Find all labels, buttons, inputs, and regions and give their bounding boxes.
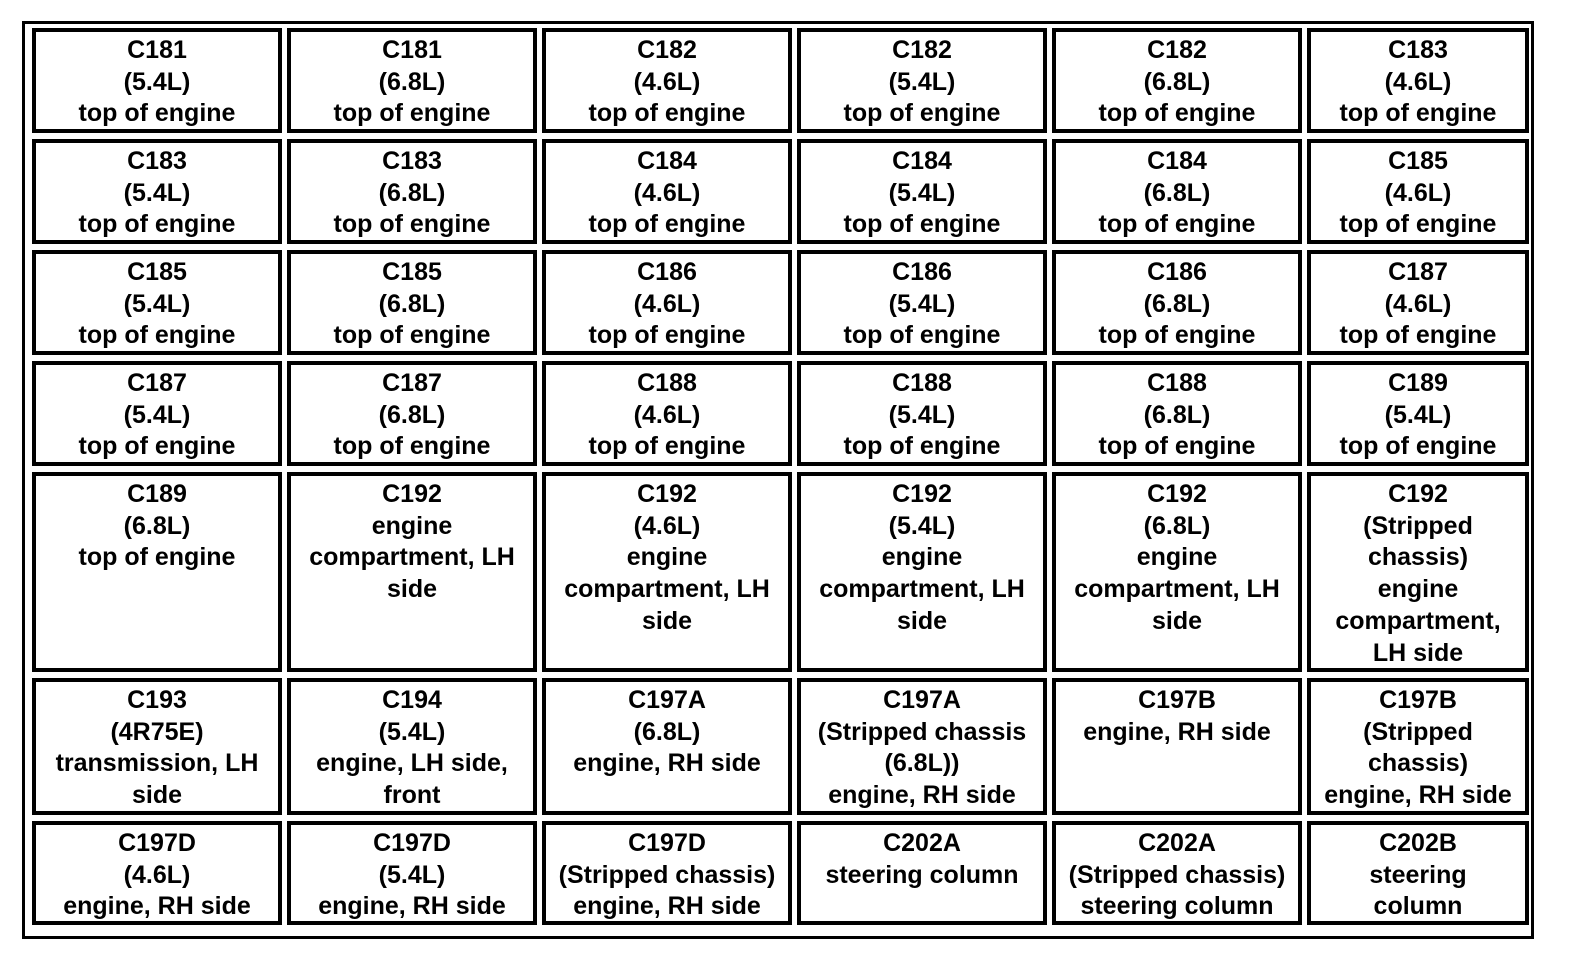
- connector-description-line: (6.8L): [633, 717, 701, 746]
- connector-description-line: (Stripped: [1363, 717, 1473, 746]
- connector-cell: [542, 361, 792, 466]
- connector-cell: [797, 678, 1047, 815]
- connector-id: C202B: [1379, 829, 1457, 857]
- connector-cell: [287, 361, 537, 466]
- connector-id: C186: [892, 258, 952, 286]
- connector-id: C188: [892, 369, 952, 397]
- connector-description-line: (4.6L): [633, 400, 701, 429]
- connector-id: C183: [1388, 36, 1448, 64]
- connector-description-line: top of engine: [78, 432, 236, 461]
- connector-description-line: engine, RH side: [63, 892, 251, 921]
- connector-cell: [32, 28, 282, 133]
- connector-cell: [32, 821, 282, 925]
- connector-description-line: front: [383, 781, 441, 810]
- connector-description-line: chassis): [1367, 749, 1469, 778]
- connector-id: C182: [892, 36, 952, 64]
- connector-description-line: top of engine: [588, 210, 746, 239]
- connector-id: C188: [637, 369, 697, 397]
- connector-cell: [1052, 821, 1302, 925]
- connector-id: C197A: [883, 686, 961, 714]
- connector-description-line: (6.8L): [378, 178, 446, 207]
- connector-description-line: engine, RH side: [318, 892, 506, 921]
- connector-cell: [1052, 361, 1302, 466]
- connector-description-line: transmission, LH: [55, 749, 259, 778]
- connector-id: C183: [127, 147, 187, 175]
- connector-cell: [797, 821, 1047, 925]
- connector-description-line: engine: [1377, 575, 1459, 604]
- connector-id: C197A: [628, 686, 706, 714]
- connector-id: C181: [382, 36, 442, 64]
- connector-description-line: (5.4L): [123, 178, 191, 207]
- connector-id: C187: [382, 369, 442, 397]
- connector-description-line: (6.8L): [1143, 511, 1211, 540]
- connector-description-line: top of engine: [1098, 210, 1256, 239]
- connector-description-line: top of engine: [843, 99, 1001, 128]
- connector-description-line: (4.6L): [1384, 289, 1452, 318]
- connector-description-line: top of engine: [1098, 321, 1256, 350]
- connector-cell: [542, 28, 792, 133]
- connector-cell: [1307, 250, 1529, 355]
- connector-description-line: (4R75E): [110, 717, 204, 746]
- connector-description-line: compartment, LH: [564, 575, 770, 604]
- connector-cell: [32, 361, 282, 466]
- connector-cell: [1307, 821, 1529, 925]
- connector-description-line: (4.6L): [633, 289, 701, 318]
- connector-cell: [1307, 472, 1529, 672]
- connector-id: C192: [1388, 480, 1448, 508]
- connector-description-line: engine: [626, 543, 708, 572]
- connector-id: C187: [1388, 258, 1448, 286]
- connector-description-line: top of engine: [1098, 432, 1256, 461]
- connector-description-line: top of engine: [1339, 99, 1497, 128]
- connector-id: C185: [382, 258, 442, 286]
- connector-cell: [1052, 139, 1302, 244]
- connector-id: C182: [637, 36, 697, 64]
- connector-id: C197B: [1379, 686, 1457, 714]
- connector-cell: [797, 472, 1047, 672]
- connector-cell: [797, 250, 1047, 355]
- connector-description-line: top of engine: [1339, 210, 1497, 239]
- connector-id: C192: [382, 480, 442, 508]
- connector-id: C192: [637, 480, 697, 508]
- connector-cell: [287, 250, 537, 355]
- connector-cell: [1052, 28, 1302, 133]
- connector-cell: [542, 250, 792, 355]
- connector-cell: [797, 28, 1047, 133]
- connector-description-line: (5.4L): [888, 400, 956, 429]
- connector-cell: [1307, 361, 1529, 466]
- connector-description-line: (4.6L): [633, 178, 701, 207]
- connector-description-line: top of engine: [1098, 99, 1256, 128]
- connector-description-line: top of engine: [588, 432, 746, 461]
- connector-description-line: steering column: [825, 860, 1019, 889]
- connector-id: C187: [127, 369, 187, 397]
- connector-cell: [32, 678, 282, 815]
- connector-id: C185: [1388, 147, 1448, 175]
- connector-description-line: (Stripped chassis): [558, 860, 776, 889]
- connector-id: C194: [382, 686, 442, 714]
- connector-cell: [287, 678, 537, 815]
- connector-cell: [32, 250, 282, 355]
- connector-id: C183: [382, 147, 442, 175]
- connector-description-line: compartment,: [1335, 606, 1501, 635]
- connector-description-line: (4.6L): [1384, 178, 1452, 207]
- connector-description-line: (4.6L): [633, 511, 701, 540]
- connector-description-line: side: [641, 606, 693, 635]
- connector-description-line: engine, RH side: [1324, 781, 1512, 810]
- connector-description-line: top of engine: [843, 210, 1001, 239]
- connector-description-line: (6.8L)): [884, 749, 960, 778]
- connector-id: C181: [127, 36, 187, 64]
- connector-cell: [1052, 678, 1302, 815]
- connector-cell: [542, 472, 792, 672]
- connector-description-line: side: [1151, 606, 1203, 635]
- connector-description-line: (6.8L): [123, 511, 191, 540]
- connector-description-line: (Stripped chassis): [1068, 860, 1286, 889]
- connector-description-line: (6.8L): [378, 67, 446, 96]
- connector-description-line: (6.8L): [1143, 400, 1211, 429]
- connector-id: C184: [637, 147, 697, 175]
- connector-description-line: top of engine: [1339, 321, 1497, 350]
- connector-cell: [287, 28, 537, 133]
- connector-id: C192: [1147, 480, 1207, 508]
- connector-cell: [1307, 139, 1529, 244]
- connector-id: C189: [1388, 369, 1448, 397]
- connector-id: C192: [892, 480, 952, 508]
- connector-description-line: (5.4L): [378, 860, 446, 889]
- connector-description-line: steering: [1369, 860, 1467, 889]
- connector-cell: [32, 472, 282, 672]
- connector-location-table: [22, 21, 1534, 939]
- connector-cell: [1052, 472, 1302, 672]
- connector-id: C188: [1147, 369, 1207, 397]
- connector-description-line: chassis): [1367, 543, 1469, 572]
- connector-description-line: (5.4L): [1384, 400, 1452, 429]
- connector-description-line: top of engine: [843, 432, 1001, 461]
- connector-id: C197D: [118, 829, 196, 857]
- connector-description-line: (6.8L): [378, 400, 446, 429]
- connector-description-line: top of engine: [588, 321, 746, 350]
- connector-description-line: engine, RH side: [573, 892, 761, 921]
- connector-description-line: engine: [371, 511, 453, 540]
- connector-description-line: engine: [1136, 543, 1218, 572]
- connector-id: C197D: [373, 829, 451, 857]
- connector-description-line: top of engine: [333, 432, 491, 461]
- connector-id: C186: [1147, 258, 1207, 286]
- connector-description-line: (5.4L): [888, 511, 956, 540]
- connector-cell: [1307, 28, 1529, 133]
- connector-description-line: (5.4L): [123, 67, 191, 96]
- connector-description-line: top of engine: [333, 210, 491, 239]
- connector-description-line: compartment, LH: [819, 575, 1025, 604]
- connector-description-line: (6.8L): [1143, 178, 1211, 207]
- connector-id: C202A: [1138, 829, 1216, 857]
- connector-description-line: engine: [881, 543, 963, 572]
- connector-description-line: top of engine: [1339, 432, 1497, 461]
- connector-cell: [1307, 678, 1529, 815]
- connector-description-line: (5.4L): [378, 717, 446, 746]
- connector-id: C197D: [628, 829, 706, 857]
- connector-description-line: (Stripped: [1363, 511, 1473, 540]
- connector-description-line: (6.8L): [1143, 67, 1211, 96]
- connector-description-line: (5.4L): [888, 178, 956, 207]
- connector-description-line: compartment, LH: [309, 543, 515, 572]
- connector-description-line: (5.4L): [123, 289, 191, 318]
- connector-cell: [287, 139, 537, 244]
- connector-description-line: (4.6L): [1384, 67, 1452, 96]
- connector-cell: [797, 361, 1047, 466]
- connector-id: C182: [1147, 36, 1207, 64]
- connector-description-line: top of engine: [78, 543, 236, 572]
- connector-description-line: compartment, LH: [1074, 575, 1280, 604]
- connector-description-line: (5.4L): [123, 400, 191, 429]
- connector-description-line: top of engine: [78, 99, 236, 128]
- connector-cell: [287, 472, 537, 672]
- connector-id: C202A: [883, 829, 961, 857]
- connector-description-line: engine, RH side: [573, 749, 761, 778]
- connector-cell: [32, 139, 282, 244]
- connector-cell: [797, 139, 1047, 244]
- connector-cell: [542, 139, 792, 244]
- connector-description-line: side: [131, 781, 183, 810]
- connector-description-line: (6.8L): [1143, 289, 1211, 318]
- connector-description-line: (4.6L): [633, 67, 701, 96]
- connector-description-line: engine, RH side: [1083, 717, 1271, 746]
- connector-cell: [287, 821, 537, 925]
- connector-description-line: (6.8L): [378, 289, 446, 318]
- connector-description-line: engine, RH side: [828, 781, 1016, 810]
- connector-description-line: side: [896, 606, 948, 635]
- connector-description-line: LH side: [1372, 638, 1464, 667]
- connector-description-line: top of engine: [333, 321, 491, 350]
- connector-description-line: (5.4L): [888, 289, 956, 318]
- connector-description-line: engine, LH side,: [316, 749, 508, 778]
- connector-id: C189: [127, 480, 187, 508]
- connector-id: C186: [637, 258, 697, 286]
- connector-id: C184: [1147, 147, 1207, 175]
- connector-description-line: top of engine: [843, 321, 1001, 350]
- connector-description-line: (Stripped chassis: [817, 717, 1027, 746]
- connector-cell: [542, 821, 792, 925]
- connector-description-line: column: [1373, 892, 1463, 921]
- connector-id: C185: [127, 258, 187, 286]
- connector-description-line: top of engine: [588, 99, 746, 128]
- connector-id: C193: [127, 686, 187, 714]
- connector-cell: [1052, 250, 1302, 355]
- connector-description-line: side: [386, 575, 438, 604]
- connector-description-line: steering column: [1080, 892, 1274, 921]
- connector-description-line: top of engine: [333, 99, 491, 128]
- connector-description-line: (4.6L): [123, 860, 191, 889]
- connector-id: C184: [892, 147, 952, 175]
- connector-description-line: (5.4L): [888, 67, 956, 96]
- connector-cell: [542, 678, 792, 815]
- connector-description-line: top of engine: [78, 321, 236, 350]
- connector-description-line: top of engine: [78, 210, 236, 239]
- connector-id: C197B: [1138, 686, 1216, 714]
